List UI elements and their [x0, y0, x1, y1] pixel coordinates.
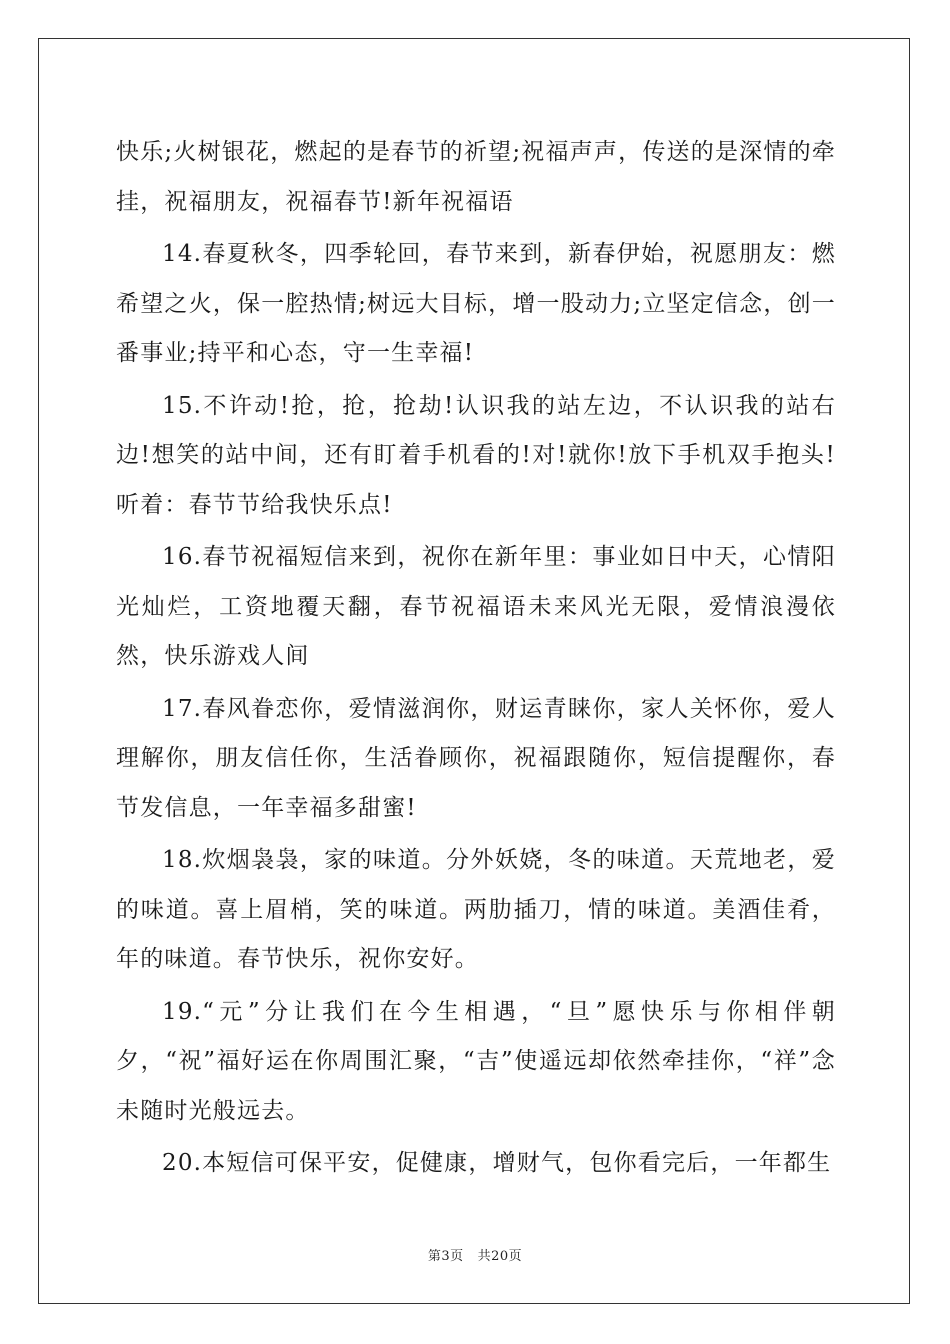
paragraph-continuation: 快乐;火树银花，燃起的是春节的祈望;祝福声声，传送的是深情的牵挂，祝福朋友，祝福春节!新年祝福语 — [116, 139, 836, 215]
paragraph-18: 18.炊烟袅袅，家的味道。分外妖娆，冬的味道。天荒地老，爱的味道。喜上眉梢，笑的味道。两肋插刀，情的味道。美酒佳肴，年的味道。春节快乐，祝你安好。 — [116, 847, 836, 972]
page-footer — [0, 1245, 950, 1264]
paragraph-16: 16.春节祝福短信来到，祝你在新年里：事业如日中天，心情阳光灿烂，工资地覆天翻，春节祝福语未来风光无限，爱情浪漫依然，快乐游戏人间 — [116, 544, 836, 669]
page-number: 第3页 — [427, 1249, 464, 1264]
paragraph-17: 17.春风眷恋你，爱情滋润你，财运青睐你，家人关怀你，爱人理解你，朋友信任你，生活眷顾你，祝福跟随你，短信提醒你，春节发信息，一年幸福多甜蜜! — [116, 695, 836, 821]
document-body — [116, 128, 836, 1192]
page-total: 共20页 — [477, 1249, 523, 1264]
paragraph-14: 14.春夏秋冬，四季轮回，春节来到，新春伊始，祝愿朋友：燃希望之火，保一腔热情;树远大目标，增一股动力;立坚定信念，创一番事业;持平和心态，守一生幸福! — [116, 241, 836, 366]
paragraph-20: 20.本短信可保平安，促健康，增财气，包你看完后，一年都生 — [162, 1150, 832, 1176]
paragraph-15: 15.不许动!抢，抢，抢劫!认识我的站左边，不认识我的站右边!想笑的站中间，还有盯着手机看的!对!就你!放下手机双手抱头!听着：春节节给我快乐点! — [116, 392, 836, 518]
paragraph-19: 19.“元”分让我们在今生相遇，“旦”愿快乐与你相伴朝夕，“祝”福好运在你周围汇聚，“吉”使遥远却依然牵挂你，“祥”念未随时光般远去。 — [116, 998, 836, 1124]
